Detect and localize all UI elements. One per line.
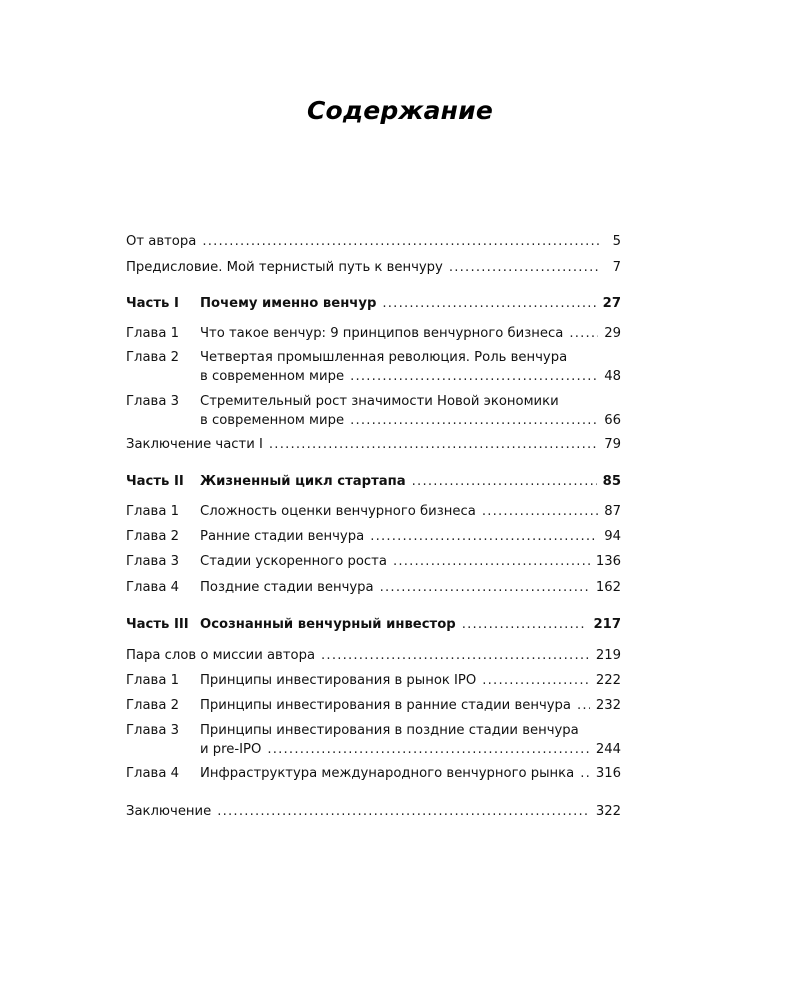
dot-leader (462, 615, 588, 634)
toc-part-label: Часть III (126, 617, 189, 632)
toc-entry-title: Стадии ускоренного роста (200, 554, 387, 569)
toc-page-number: 66 (604, 413, 621, 428)
toc-entry-title: Поздние стадии венчура (200, 580, 374, 595)
toc-page-number: 244 (595, 742, 621, 757)
toc-page-number: 322 (595, 804, 621, 819)
toc-entry-title: Принципы инвестирования в ранние стадии венчура (200, 698, 572, 713)
toc-page-number: 316 (595, 766, 621, 781)
dot-leader (449, 258, 601, 277)
toc-entry-title: Заключение части I (126, 437, 263, 452)
toc-entry-title: Сложность оценки венчурного бизнеса (200, 504, 476, 519)
dot-leader (569, 324, 598, 343)
toc-chapter-label: Глава 4 (126, 766, 179, 781)
toc-page-number: 232 (595, 698, 621, 713)
toc-chapter-label: Глава 2 (126, 350, 179, 365)
toc-page-number: 219 (595, 648, 621, 663)
toc-part-title: Осознанный венчурный инвестор (200, 617, 456, 632)
toc-chapter-label: Глава 1 (126, 326, 179, 341)
dot-leader (580, 764, 590, 783)
toc-page-number: 29 (604, 326, 621, 341)
toc-part-title: Жизненный цикл стартапа (200, 474, 406, 489)
toc-entry-title: Что такое венчур: 9 принципов венчурного бизнеса (200, 326, 564, 341)
toc-entry-title-line1: Четвертая промышленная революция. Роль венчура (200, 350, 568, 365)
toc-entry-title: и pre-IPO (200, 742, 262, 757)
toc-chapter-label: Глава 3 (126, 394, 179, 409)
toc-page-number: 136 (595, 554, 621, 569)
dot-leader (482, 671, 590, 690)
toc-chapter-label: Глава 2 (126, 529, 179, 544)
toc-entry-title: Заключение (126, 804, 212, 819)
toc-chapter-label: Глава 3 (126, 554, 179, 569)
toc-page-number: 222 (595, 673, 621, 688)
toc-entry-title: Предисловие. Мой тернистый путь к венчуру (126, 260, 443, 275)
dot-leader (267, 740, 589, 759)
toc-part-label: Часть II (126, 474, 184, 489)
toc-page-number: 5 (612, 234, 621, 249)
toc-entry-title: в современном мире (200, 413, 345, 428)
toc-page-number: 27 (602, 296, 621, 311)
dot-leader (202, 232, 601, 251)
dot-leader (482, 502, 598, 521)
toc-part-title: Почему именно венчур (200, 296, 377, 311)
toc-entry-title: Пара слов о миссии автора (126, 648, 316, 663)
toc-page-number: 79 (604, 437, 621, 452)
toc-page-number: 217 (593, 617, 621, 632)
dot-leader (577, 696, 590, 715)
dot-leader (269, 435, 598, 454)
page-title: Содержание (306, 96, 494, 125)
dot-leader (321, 646, 590, 665)
dot-leader (370, 527, 598, 546)
toc-chapter-label: Глава 3 (126, 723, 179, 738)
toc-entry-title: в современном мире (200, 369, 345, 384)
dot-leader (393, 552, 590, 571)
toc-page-number: 48 (604, 369, 621, 384)
toc-page-number: 85 (602, 474, 621, 489)
toc-chapter-label: Глава 1 (126, 673, 179, 688)
dot-leader (382, 294, 596, 313)
dot-leader (412, 472, 597, 491)
toc-page-number: 162 (595, 580, 621, 595)
toc-chapter-label: Глава 2 (126, 698, 179, 713)
toc-entry-title: От автора (126, 234, 197, 249)
toc-page-number: 94 (604, 529, 621, 544)
toc-entry-title: Ранние стадии венчура (200, 529, 365, 544)
toc-page-number: 7 (612, 260, 621, 275)
toc-entry-title: Инфраструктура международного венчурного рынка (200, 766, 575, 781)
dot-leader (350, 367, 598, 386)
dot-leader (380, 578, 590, 597)
toc-part-label: Часть I (126, 296, 179, 311)
toc-page-number: 87 (604, 504, 621, 519)
toc-entry-title-line1: Стремительный рост значимости Новой экономики (200, 394, 559, 409)
toc-chapter-label: Глава 1 (126, 504, 179, 519)
dot-leader (217, 802, 590, 821)
toc-chapter-label: Глава 4 (126, 580, 179, 595)
toc-entry-title: Принципы инвестирования в рынок IPO (200, 673, 477, 688)
toc-entry-title-line1: Принципы инвестирования в поздние стадии венчура (200, 723, 579, 738)
dot-leader (350, 411, 598, 430)
